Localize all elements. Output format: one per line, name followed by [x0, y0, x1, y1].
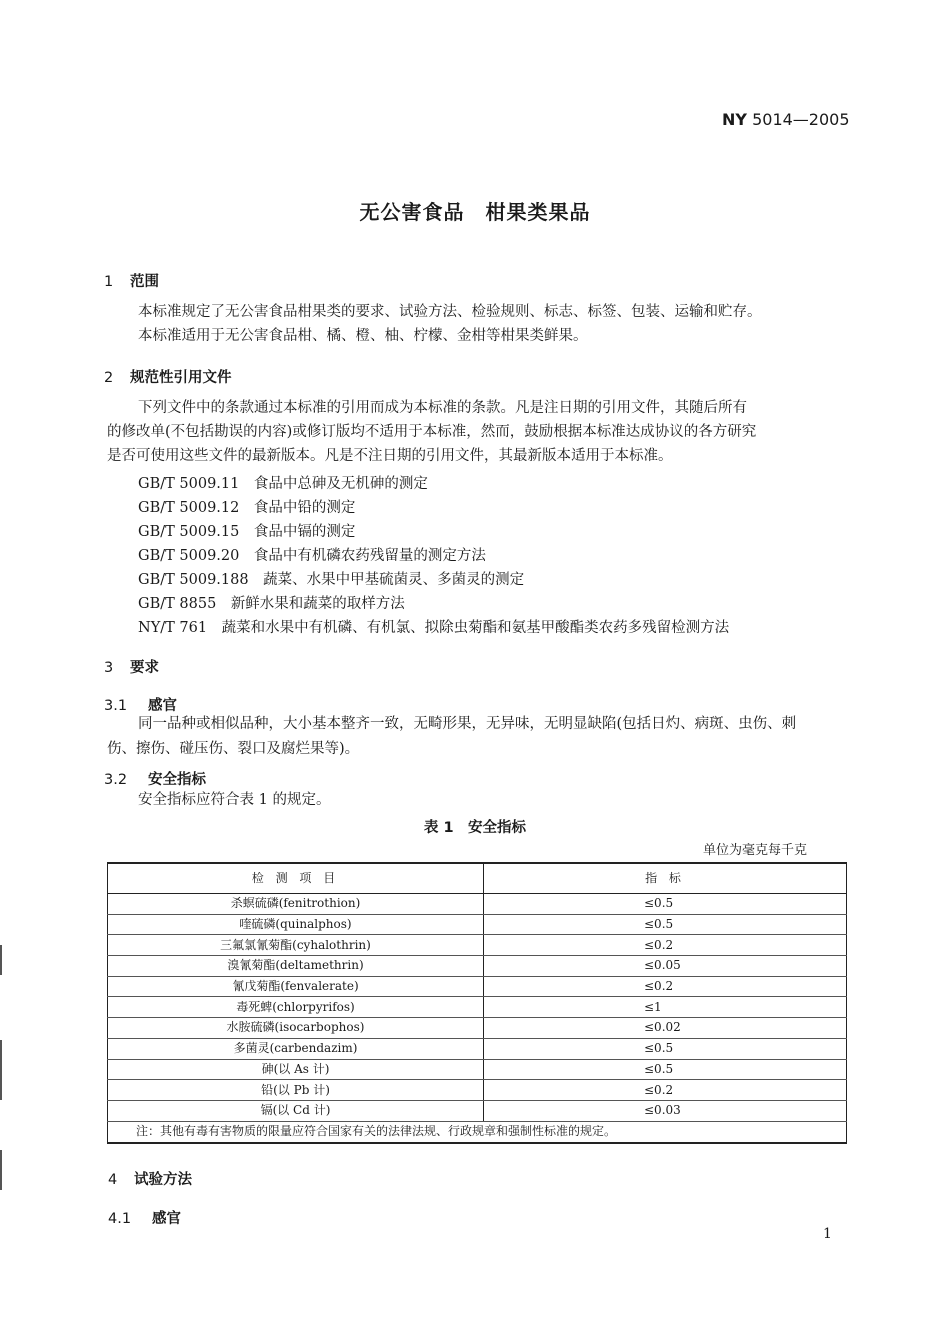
standard-number	[722, 110, 850, 129]
scope-paragraph-1: 本标准规定了无公害食品柑果类的要求、试验方法、检验规则、标志、标签、包装、运输和贮存。	[138, 304, 762, 320]
table-row: 水胺硫磷(isocarbophos) ≤0.02	[108, 1018, 847, 1039]
reference-item: GB/T 5009.188 蔬菜、水果中甲基硫菌灵、多菌灵的测定	[138, 572, 525, 588]
table-row: 毒死蜱(chlorpyrifos) ≤1	[108, 997, 847, 1018]
section-heading-1: 1 范围	[104, 274, 159, 290]
table-row: 三氟氯氰菊酯(cyhalothrin) ≤0.2	[108, 935, 847, 956]
table-note: 注：其他有毒有害物质的限量应符合国家有关的法律法规、行政规章和强制性标准的规定。	[108, 1121, 847, 1143]
section-heading-3-1: 3.1 感官	[104, 698, 177, 714]
table-row: 杀螟硫磷(fenitrothion) ≤0.5	[108, 894, 847, 915]
section-heading-4: 4 试验方法	[108, 1172, 192, 1188]
reference-item: NY/T 761 蔬菜和水果中有机磷、有机氯、拟除虫菊酯和氨基甲酸酯类农药多残留检测方法	[138, 620, 730, 636]
reference-item: GB/T 5009.15 食品中镉的测定	[138, 524, 356, 540]
normative-intro-line-1: 下列文件中的条款通过本标准的引用而成为本标准的条款。凡是注日期的引用文件，其随后所有	[138, 400, 747, 416]
page-number: 1	[823, 1226, 832, 1242]
table-row: 砷(以 As 计) ≤0.5	[108, 1059, 847, 1080]
standard-code: 5014—2005	[752, 110, 850, 129]
normative-intro-line-2: 的修改单(不包括勘误的内容)或修订版均不适用于本标准，然而，鼓励根据本标准达成协议的各方研究	[107, 424, 757, 440]
section-heading-3-2: 3.2 安全指标	[104, 772, 206, 788]
section-heading-4-1: 4.1 感官	[108, 1211, 181, 1227]
normative-intro-line-3: 是否可使用这些文件的最新版本。凡是不注日期的引用文件，其最新版本适用于本标准。	[107, 448, 673, 464]
column-header-index: 指 标	[484, 863, 847, 894]
sensory-line-1: 同一品种或相似品种，大小基本整齐一致，无畸形果，无异味，无明显缺陷(包括日灼、病斑、虫伤、刺	[138, 716, 797, 732]
section-heading-2: 2 规范性引用文件	[104, 370, 232, 386]
standard-prefix: NY	[722, 110, 747, 129]
column-header-item: 检 测 项 目	[108, 863, 484, 894]
table-row: 镉(以 Cd 计) ≤0.03	[108, 1100, 847, 1121]
safety-index-table	[107, 862, 847, 1144]
table-row: 铅(以 Pb 计) ≤0.2	[108, 1080, 847, 1101]
reference-item: GB/T 5009.11 食品中总砷及无机砷的测定	[138, 476, 428, 492]
reference-item: GB/T 5009.12 食品中铅的测定	[138, 500, 356, 516]
table-caption: 表 1 安全指标	[423, 820, 527, 836]
table-row: 喹硫磷(quinalphos) ≤0.5	[108, 914, 847, 935]
sensory-line-2: 伤、擦伤、碰压伤、裂口及腐烂果等)。	[107, 741, 360, 757]
section-heading-3: 3 要求	[104, 660, 159, 676]
safety-text: 安全指标应符合表 1 的规定。	[138, 792, 331, 808]
scan-edge-mark	[0, 945, 2, 975]
table-unit: 单位为毫克每千克	[703, 843, 808, 858]
reference-item: GB/T 8855 新鲜水果和蔬菜的取样方法	[138, 596, 405, 612]
table-row: 溴氰菊酯(deltamethrin) ≤0.05	[108, 956, 847, 977]
scan-edge-mark	[0, 1040, 2, 1100]
table-row: 多菌灵(carbendazim) ≤0.5	[108, 1038, 847, 1059]
scope-paragraph-2: 本标准适用于无公害食品柑、橘、橙、柚、柠檬、金柑等柑果类鲜果。	[138, 328, 588, 344]
table-note-row	[108, 1121, 847, 1143]
table-header-row	[108, 863, 847, 894]
table-row: 氰戊菊酯(fenvalerate) ≤0.2	[108, 976, 847, 997]
scan-edge-mark	[0, 1150, 2, 1190]
reference-item: GB/T 5009.20 食品中有机磷农药残留量的测定方法	[138, 548, 486, 564]
document-title: 无公害食品 柑果类果品	[359, 200, 591, 224]
